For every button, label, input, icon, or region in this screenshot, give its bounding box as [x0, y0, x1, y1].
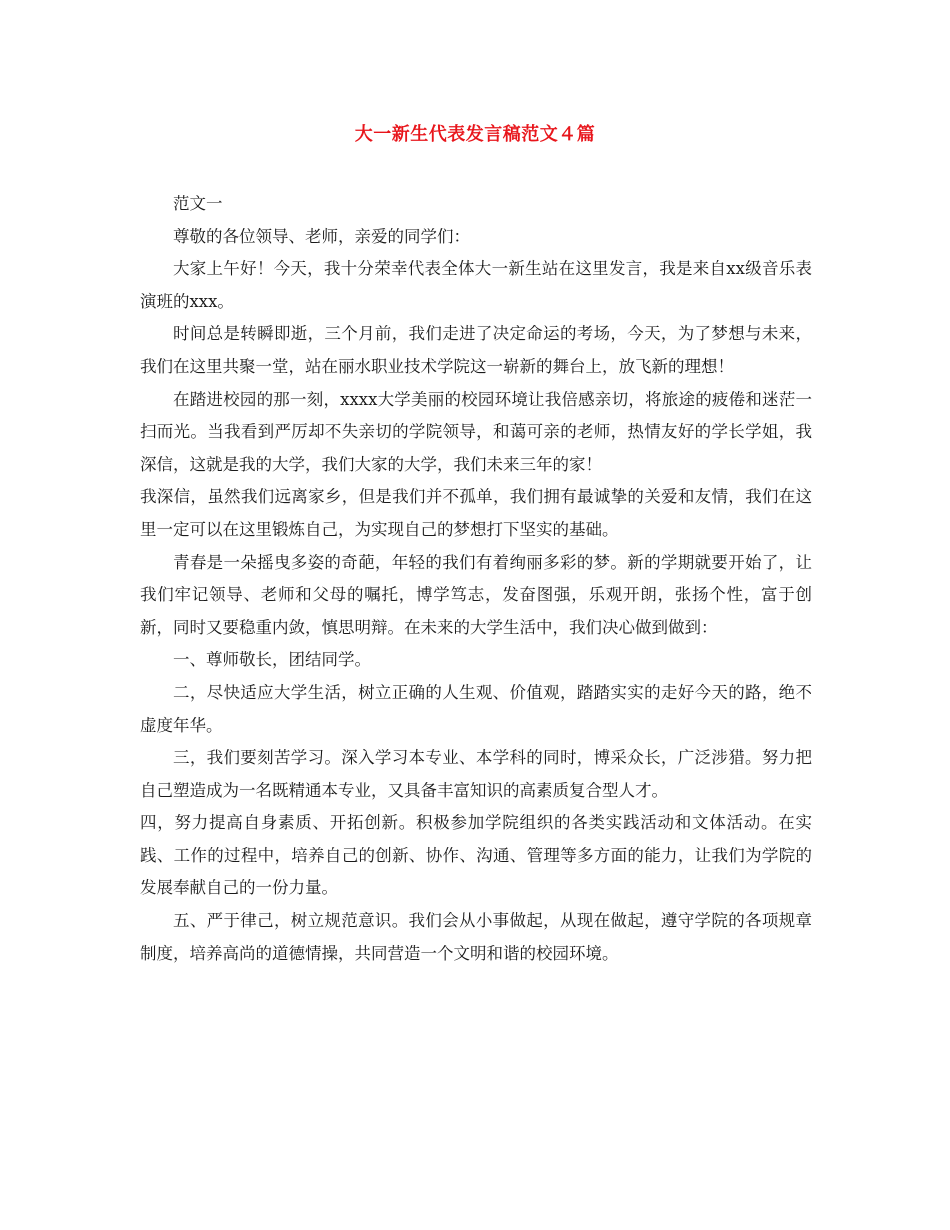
list-item: 一、尊师敬长，团结同学。: [173, 650, 371, 670]
paragraph: 大家上午好！今天，我十分荣幸代表全体大一新生站在这里发言，我是来自xx级音乐表演班的xxx。: [140, 259, 812, 311]
paragraph: 青春是一朵摇曳多姿的奇葩，年轻的我们有着绚丽多彩的梦。新的学期就要开始了，让我们牢记领导、老师和父母的嘱托，博学笃志，发奋图强，乐观开朗，张扬个性，富于创新，同时又要稳重内敛，慎思明辩。在未来的大学生活中，我们决心做到做到：: [140, 552, 812, 637]
list-item: 三，我们要刻苦学习。深入学习本专业、本学科的同时，博采众长，广泛涉猎。努力把自己塑造成为一名既精通本专业，又具备丰富知识的高素质复合型人才。: [140, 748, 812, 800]
paragraph: 我深信，虽然我们远离家乡，但是我们并不孤单，我们拥有最诚挚的关爱和友情，我们在这里一定可以在这里锻炼自己，为实现自己的梦想打下坚实的基础。: [140, 487, 812, 539]
list-item: 五、严于律己，树立规范意识。我们会从小事做起，从现在做起，遵守学院的各项规章制度，培养高尚的道德情操，共同营造一个文明和谐的校园环境。: [140, 911, 812, 963]
list-item: 四，努力提高自身素质、开拓创新。积极参加学院组织的各类实践活动和文体活动。在实践、工作的过程中，培养自己的创新、协作、沟通、管理等多方面的能力，让我们为学院的发展奉献自己的一份力量。: [140, 813, 812, 898]
document-body: [140, 188, 812, 970]
paragraph: 在踏进校园的那一刻，xxxx大学美丽的校园环境让我倍感亲切，将旅途的疲倦和迷茫一扫而光。当我看到严厉却不失亲切的学院领导，和蔼可亲的老师，热情友好的学长学姐，我深信，这就是我的大学，我们大家的大学，我们未来三年的家！: [140, 389, 812, 474]
salutation: 尊敬的各位领导、老师，亲爱的同学们：: [173, 226, 470, 246]
document-title: 大一新生代表发言稿范文４篇: [354, 124, 596, 145]
paragraph: 时间总是转瞬即逝，三个月前，我们走进了决定命运的考场，今天，为了梦想与未来，我们在这里共聚一堂，站在丽水职业技术学院这一崭新的舞台上，放飞新的理想！: [140, 324, 812, 376]
section-heading: 范文一: [173, 194, 223, 213]
list-item: 二，尽快适应大学生活，树立正确的人生观、价值观，踏踏实实的走好今天的路，绝不虚度年华。: [140, 682, 812, 735]
